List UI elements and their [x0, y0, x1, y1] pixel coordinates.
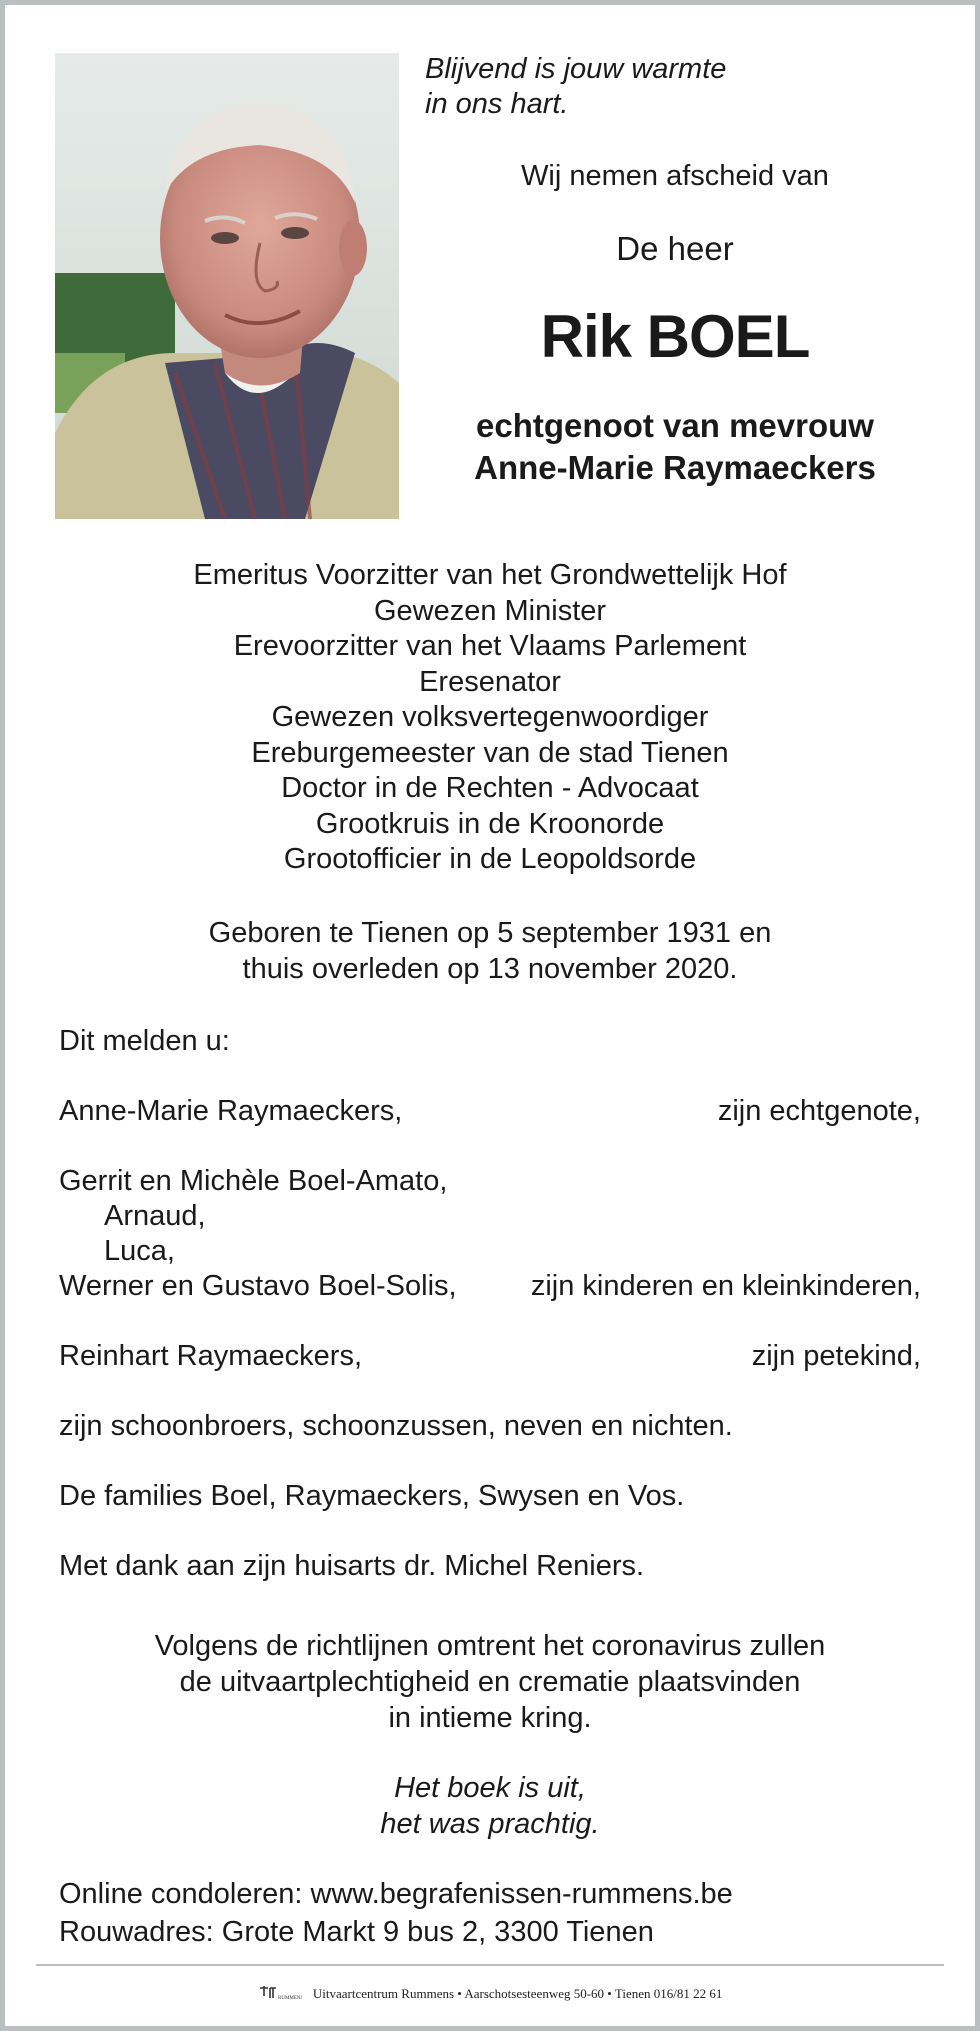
spouse-role: zijn echtgenote, — [717, 1095, 921, 1127]
deceased-name: Rik BOEL — [540, 303, 810, 370]
funeral-home-logo — [258, 1984, 302, 2006]
families-line: De families Boel, Raymaeckers, Swysen en Vos. — [59, 1480, 685, 1512]
spouse-line: echtgenoot van mevrouw — [476, 407, 874, 444]
title-item: Eresenator — [419, 665, 561, 698]
spouse-name: Anne-Marie Raymaeckers, — [59, 1095, 403, 1127]
announce-text: Dit melden u: — [59, 1025, 230, 1057]
covid-line: de uitvaartplechtigheid en crematie plaatsvinden — [179, 1666, 801, 1698]
intro-text: Wij nemen afscheid van — [521, 160, 829, 192]
mourning-address: Rouwadres: Grote Markt 9 bus 2, 3300 Tienen — [59, 1916, 654, 1948]
title-item: Gewezen volksvertegenwoordiger — [271, 701, 709, 733]
portrait-photo — [55, 53, 399, 519]
covid-notice — [60, 1628, 920, 1736]
title-item: Grootofficier in de Leopoldsorde — [283, 843, 697, 875]
opening-quote — [425, 52, 726, 122]
spouse-text — [420, 405, 930, 489]
titles-list — [60, 558, 920, 878]
quote-line: Blijvend is jouw warmte — [425, 53, 727, 85]
child-line: Gerrit en Michèle Boel-Amato, — [59, 1165, 448, 1197]
closing-quote — [60, 1770, 920, 1842]
title-item: Ereburgemeester van de stad Tienen — [251, 736, 729, 769]
inlaws-line: zijn schoonbroers, schoonzussen, neven en nichten. — [59, 1410, 733, 1442]
funeral-home-footer — [0, 1984, 980, 2006]
quote-line: in ons hart. — [425, 88, 569, 120]
thanks-line: Met dank aan zijn huisarts dr. Michel Reniers. — [59, 1550, 645, 1582]
children-role: zijn kinderen en kleinkinderen, — [530, 1270, 921, 1302]
title-item: Gewezen Minister — [373, 594, 607, 627]
grandchild-line: Arnaud, — [104, 1200, 206, 1232]
closing-line: het was prachtig. — [380, 1808, 600, 1840]
covid-line: Volgens de richtlijnen omtrent het coronavirus zullen — [154, 1630, 826, 1662]
covid-line: in intieme kring. — [388, 1702, 592, 1734]
footer-text: Uitvaartcentrum Rummens • Aarschotsesteenweg 50-60 • Tienen 016/81 22 61 — [312, 1985, 723, 2001]
online-condolences: Online condoleren: www.begrafenissen-rummens.be — [59, 1878, 733, 1910]
grandchild-line: Luca, — [104, 1235, 175, 1267]
footer-divider — [36, 1964, 944, 1966]
death-line: thuis overleden op 13 november 2020. — [242, 953, 738, 985]
title-item: Doctor in de Rechten - Advocaat — [281, 772, 699, 804]
svg-text:RUMMENS: RUMMENS — [277, 1996, 302, 2001]
title-item: Grootkruis in de Kroonorde — [315, 807, 665, 840]
closing-line: Het boek is uit, — [394, 1772, 586, 1804]
birth-line: Geboren te Tienen op 5 september 1931 en — [208, 917, 772, 949]
contact-info — [59, 1875, 733, 1951]
godchild-role: zijn petekind, — [751, 1340, 921, 1372]
godchild-name: Reinhart Raymaeckers, — [59, 1340, 362, 1372]
title-item: Erevoorzitter van het Vlaams Parlement — [233, 630, 747, 662]
title-item: Emeritus Voorzitter van het Grondwettelijk Hof — [193, 559, 787, 591]
child-line: Werner en Gustavo Boel-Solis, — [59, 1270, 457, 1302]
salutation: De heer — [616, 230, 734, 267]
birth-death-text — [60, 915, 920, 987]
spouse-line: Anne-Marie Raymaeckers — [474, 449, 876, 486]
